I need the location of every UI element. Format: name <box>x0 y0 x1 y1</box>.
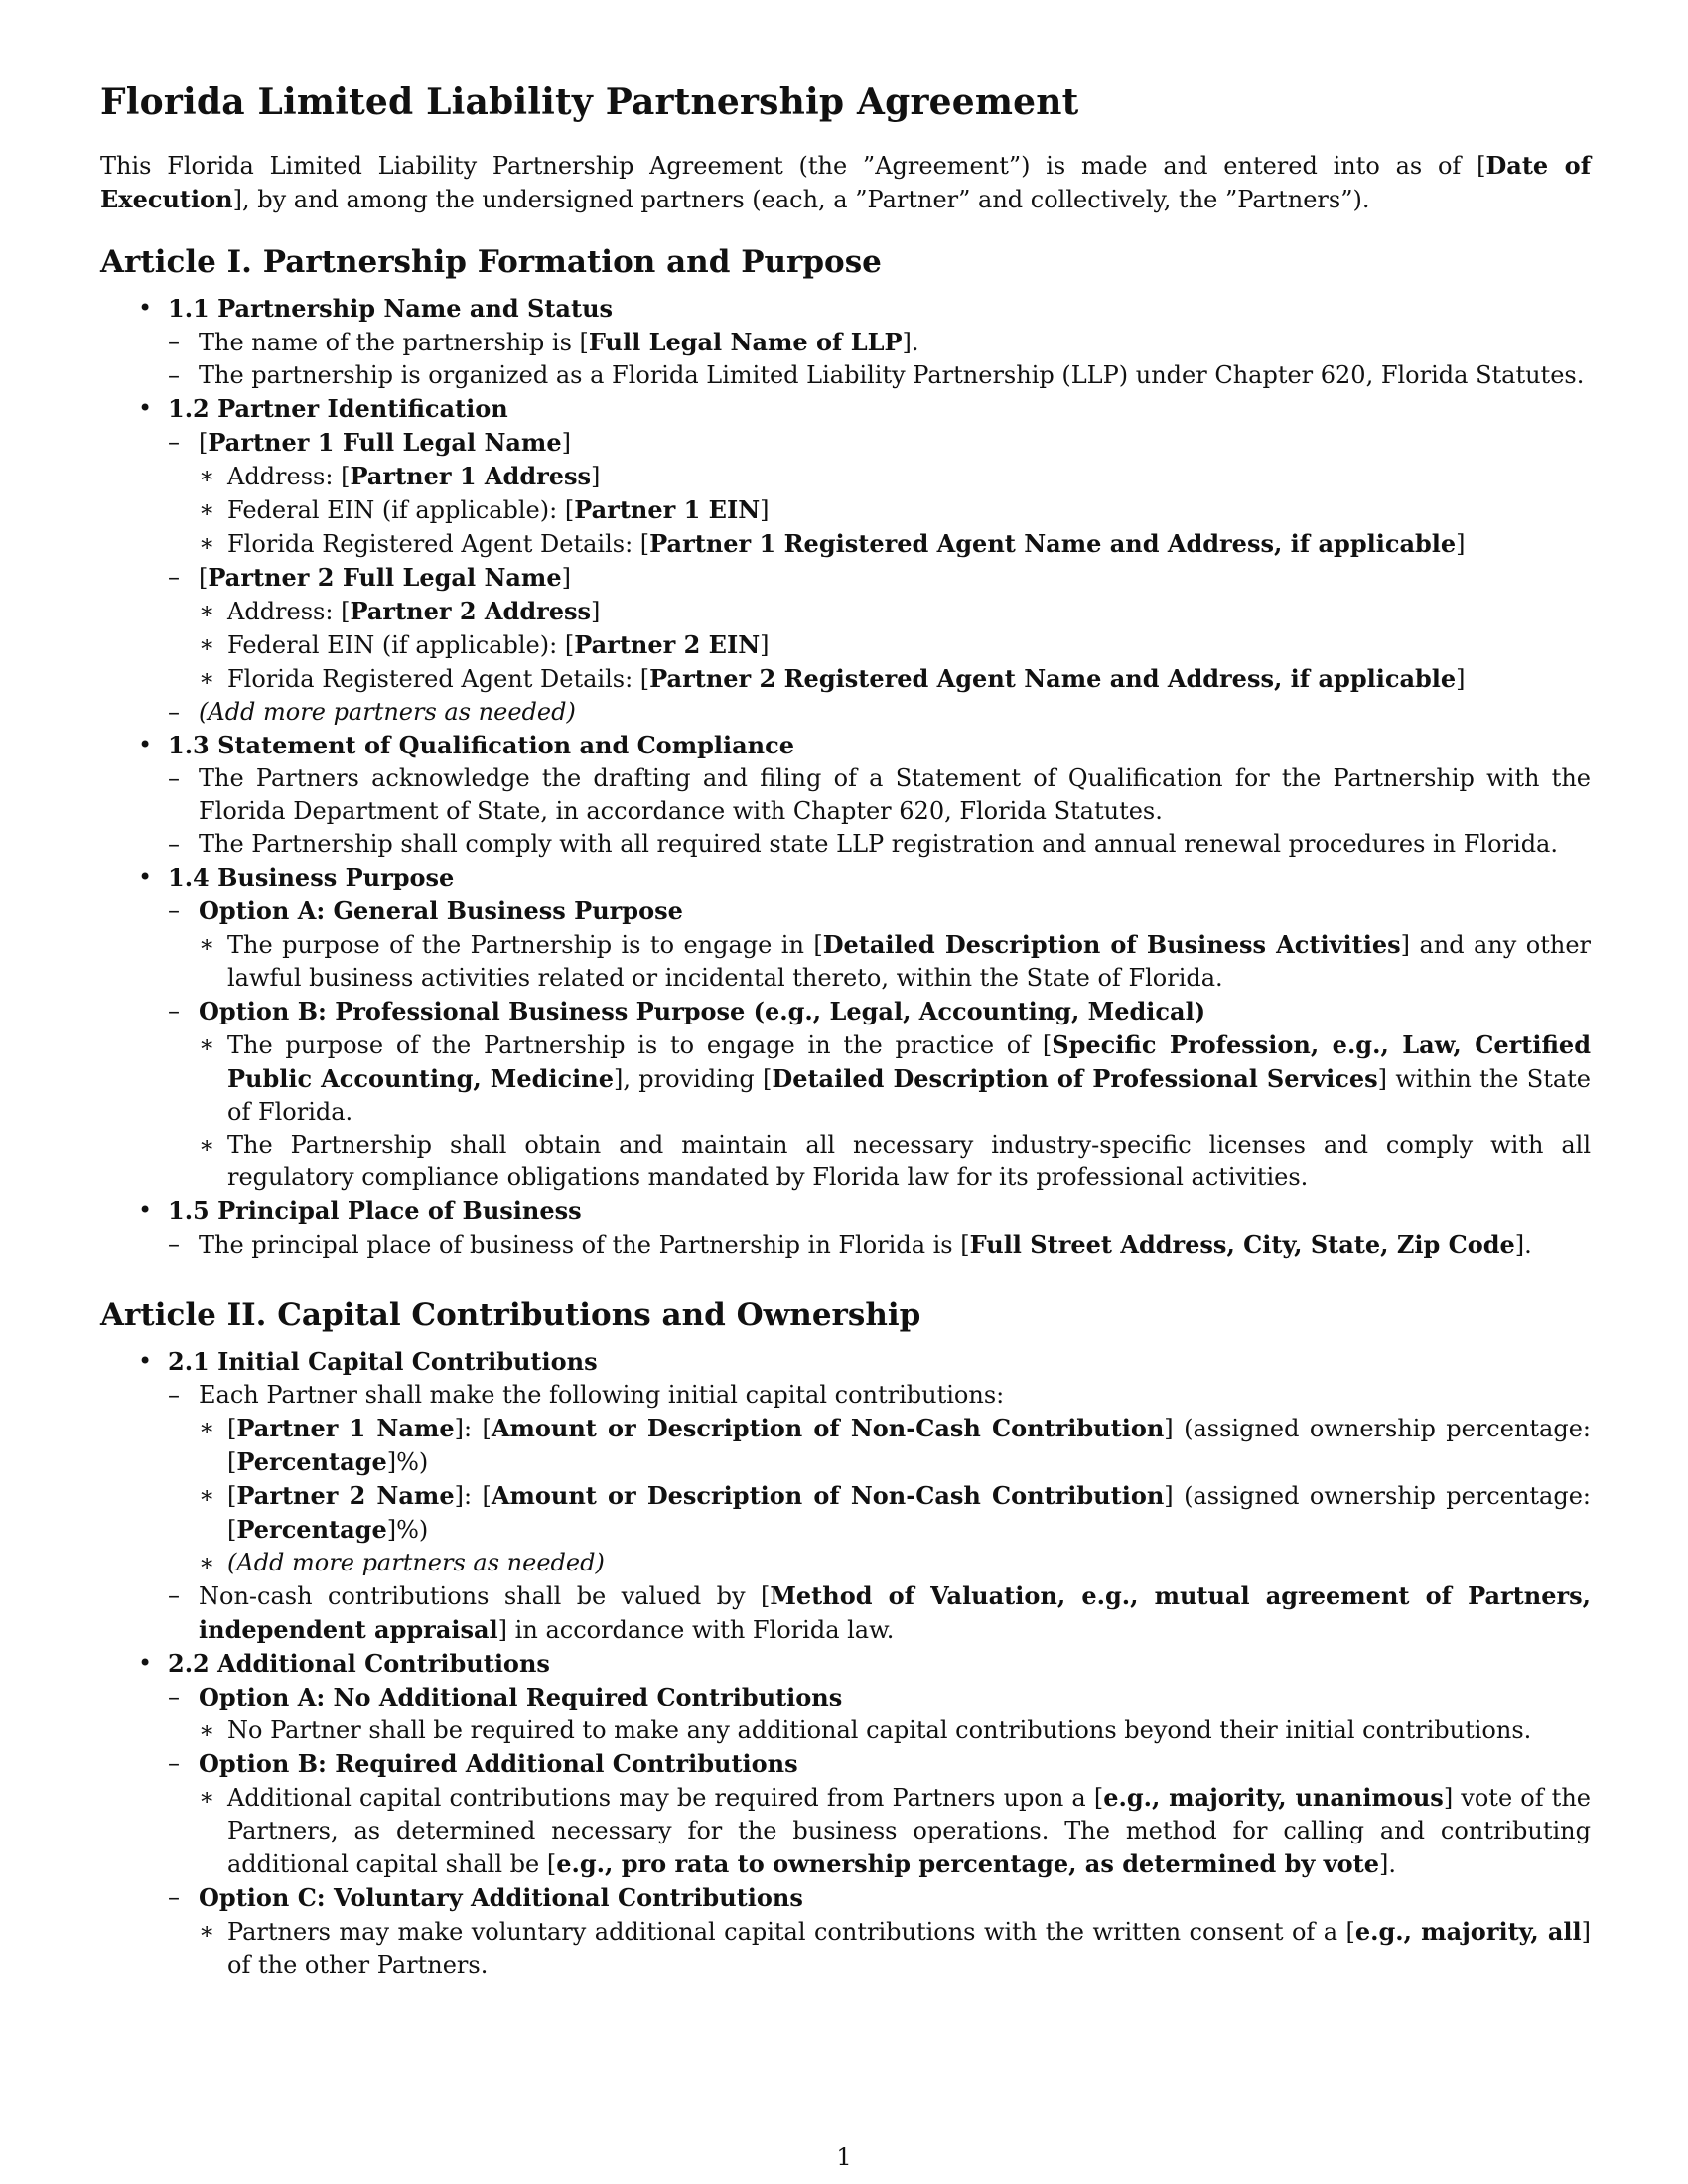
partner-2-entry: – [Partner 2 Full Legal Name] ∗ Address: [Partner 2 Address] ∗ Federal EIN (if applicable): [Partner 2 EIN] ∗ Florida Registered Agent Details: [Partner 2 Registered Agent Name and Address, if applicable] <box>168 561 1591 696</box>
section-1-2: • 1.2 Partner Identification – [Partner 1 Full Legal Name] ∗ Address: [Partner 1 Address] ∗ Federal EIN (if applicable): [Partner 1 EIN] ∗ Florida Registered Agent Details: [Partner 1 Registered Agent Name and Address, if applicable] – [Partner 2 Full Legal Name] ∗ Address: [Partner 2 Address] ∗ Federal EIN (if applicable): [Partner 2 EIN] ∗ Florida Registered Agent Details: [Partner 2 Registered Agent Name and Address, if applicable] – (Add more partners as needed) <box>100 392 1591 729</box>
document-title: Florida Limited Liability Partnership Agreement <box>100 81 1079 123</box>
list-item: – The Partners acknowledge the drafting and filing of a Statement of Qualification for the Partnership with the Florida Department of State, in accordance with Chapter 620, Florida Statutes. <box>168 762 1591 828</box>
list-item: ∗ Florida Registered Agent Details: [Partner 2 Registered Agent Name and Address, if applicable] <box>199 662 1591 696</box>
section-1-3: • 1.3 Statement of Qualification and Compliance – The Partners acknowledge the drafting and filing of a Statement of Qualification for the Partnership with the Florida Department of State, in accordance with Chapter 620, Florida Statutes. – The Partnership shall comply with all required state LLP registration and annual renewal procedures in Florida. <box>100 729 1591 861</box>
option-c: – Option C: Voluntary Additional Contributions ∗ Partners may make voluntary additional capital contributions with the written consent of a [e.g., majority, all] of the other Partners. <box>168 1881 1591 1981</box>
section-1-5: • 1.5 Principal Place of Business – The principal place of business of the Partnership in Florida is [Full Street Address, City, State, Zip Code]. <box>100 1194 1591 1262</box>
option-b: – Option B: Required Additional Contributions ∗ Additional capital contributions may be required from Partners upon a [e.g., majority, unanimous] vote of the Partners, as determined necessary for the business operations. The method for calling and contributing additional capital shall be [e.g., pro rata to ownership percentage, as determined by vote]. <box>168 1747 1591 1881</box>
list-item: – The Partnership shall comply with all required state LLP registration and annual renewal procedures in Florida. <box>168 828 1591 861</box>
option-a: – Option A: No Additional Required Contributions ∗ No Partner shall be required to make any additional capital contributions beyond their initial contributions. <box>168 1681 1591 1747</box>
list-item: ∗ Partners may make voluntary additional capital contributions with the written consent of a [e.g., majority, all] of the other Partners. <box>199 1915 1591 1981</box>
list-item: ∗ Federal EIN (if applicable): [Partner 1 EIN] <box>199 493 1591 527</box>
section-2-2: • 2.2 Additional Contributions – Option A: No Additional Required Contributions ∗ No Partner shall be required to make any additional capital contributions beyond their initial contributions. – Option B: Required Additional Contributions ∗ Additional capital contributions may be required from Partners upon a [e.g., majority, unanimous] vote of the Partners, as determined necessary for the business operations. The method for calling and contributing additional capital shall be [e.g., pro rata to ownership percentage, as determined by vote]. – Option C: Voluntary Additional Contributions ∗ Partners may make voluntary additional capital contributions with the written consent of a [e.g., majority, all] of the other Partners. <box>100 1647 1591 1981</box>
list-item: ∗ The purpose of the Partnership is to engage in the practice of [Specific Profession, e.g., Law, Certified Public Accounting, Medicine], providing [Detailed Description of Professional Services] within the State of Florida. <box>199 1028 1591 1129</box>
section-1-1: • 1.1 Partnership Name and Status – The name of the partnership is [Full Legal Name of LLP]. – The partnership is organized as a Florida Limited Liability Partnership (LLP) under Chapter 620, Florida Statutes. <box>100 292 1591 392</box>
list-item: ∗ Additional capital contributions may be required from Partners upon a [e.g., majority, unanimous] vote of the Partners, as determined necessary for the business operations. The method for calling and contributing additional capital shall be [e.g., pro rata to ownership percentage, as determined by vote]. <box>199 1781 1591 1881</box>
list-item: ∗ Address: [Partner 2 Address] <box>199 595 1591 628</box>
list-item: ∗ Florida Registered Agent Details: [Partner 1 Registered Agent Name and Address, if applicable] <box>199 527 1591 561</box>
list-item: ∗ (Add more partners as needed) <box>199 1547 1591 1579</box>
list-item: – The principal place of business of the Partnership in Florida is [Full Street Address, City, State, Zip Code]. <box>168 1228 1591 1262</box>
article-2-heading: Article II. Capital Contributions and Ownership <box>100 1297 921 1333</box>
option-a: – Option A: General Business Purpose ∗ The purpose of the Partnership is to engage in [Detailed Description of Business Activities] and any other lawful business activities related or incidental thereto, within the State of Florida. <box>168 894 1591 995</box>
partner-2-contribution: ∗ [Partner 2 Name]: [Amount or Description of Non-Cash Contribution] (assigned ownership percentage: [Percentage]%) <box>199 1479 1591 1547</box>
option-b: – Option B: Professional Business Purpose (e.g., Legal, Accounting, Medical) ∗ The purpose of the Partnership is to engage in the practice of [Specific Profession, e.g., Law, Certified Public Accounting, Medicine], providing [Detailed Description of Professional Services] within the State of Florida. ∗ The Partnership shall obtain and maintain all necessary industry-specific licenses and comply with all regulatory compliance obligations mandated by Florida law for its professional activities. <box>168 995 1591 1194</box>
list-item: ∗ Federal EIN (if applicable): [Partner 2 EIN] <box>199 628 1591 662</box>
list-item: ∗ Address: [Partner 1 Address] <box>199 460 1591 493</box>
partner-1-contribution: ∗ [Partner 1 Name]: [Amount or Description of Non-Cash Contribution] (assigned ownership percentage: [Percentage]%) <box>199 1412 1591 1479</box>
article-2-list <box>100 1345 1591 1981</box>
list-item: ∗ No Partner shall be required to make any additional capital contributions beyond their initial contributions. <box>199 1714 1591 1747</box>
list-item: ∗ The purpose of the Partnership is to engage in [Detailed Description of Business Activities] and any other lawful business activities related or incidental thereto, within the State of Florida. <box>199 928 1591 995</box>
list-item: – The partnership is organized as a Florida Limited Liability Partnership (LLP) under Chapter 620, Florida Statutes. <box>168 359 1591 392</box>
page-number: 1 <box>836 2143 852 2171</box>
article-1-list <box>100 292 1591 1262</box>
date-placeholder: Date of Execution <box>100 151 1592 213</box>
list-item: – Non-cash contributions shall be valued by [Method of Valuation, e.g., mutual agreement of Partners, independent appraisal] in accordance with Florida law. <box>168 1579 1591 1647</box>
list-item: – (Add more partners as needed) <box>168 696 1591 729</box>
section-2-1: • 2.1 Initial Capital Contributions – Each Partner shall make the following initial capital contributions: ∗ [Partner 1 Name]: [Amount or Description of Non-Cash Contribution] (assigned ownership percentage: [Percentage]%) ∗ [Partner 2 Name]: [Amount or Description of Non-Cash Contribution] (assigned ownership percentage: [Percentage]%) ∗ (Add more partners as needed) – Non-cash contributions shall be valued by [Method of Valuation, e.g., mutual agreement of Partners, independent appraisal] in accordance with Florida law. <box>100 1345 1591 1647</box>
section-1-4: • 1.4 Business Purpose – Option A: General Business Purpose ∗ The purpose of the Partnership is to engage in [Detailed Description of Business Activities] and any other lawful business activities related or incidental thereto, within the State of Florida. – Option B: Professional Business Purpose (e.g., Legal, Accounting, Medical) ∗ The purpose of the Partnership is to engage in the practice of [Specific Profession, e.g., Law, Certified Public Accounting, Medicine], providing [Detailed Description of Professional Services] within the State of Florida. ∗ The Partnership shall obtain and maintain all necessary industry-specific licenses and comply with all regulatory compliance obligations mandated by Florida law for its professional activities. <box>100 861 1591 1194</box>
list-item: – Each Partner shall make the following initial capital contributions: ∗ [Partner 1 Name]: [Amount or Description of Non-Cash Contribution] (assigned ownership percentage: [Percentage]%) ∗ [Partner 2 Name]: [Amount or Description of Non-Cash Contribution] (assigned ownership percentage: [Percentage]%) ∗ (Add more partners as needed) <box>168 1379 1591 1579</box>
intro-paragraph: This Florida Limited Liability Partnership Agreement (the ”Agreement”) is made and entered into as of [Date of Execution], by and among the undersigned partners (each, a ”Partner” and collectively, the ”Partners”). <box>100 151 1592 213</box>
article-1-heading: Article I. Partnership Formation and Purpose <box>100 244 882 280</box>
list-item: – The name of the partnership is [Full Legal Name of LLP]. <box>168 326 1591 359</box>
partner-1-entry: – [Partner 1 Full Legal Name] ∗ Address: [Partner 1 Address] ∗ Federal EIN (if applicable): [Partner 1 EIN] ∗ Florida Registered Agent Details: [Partner 1 Registered Agent Name and Address, if applicable] <box>168 426 1591 561</box>
list-item: ∗ The Partnership shall obtain and maintain all necessary industry-specific licenses and comply with all regulatory compliance obligations mandated by Florida law for its professional activities. <box>199 1129 1591 1194</box>
